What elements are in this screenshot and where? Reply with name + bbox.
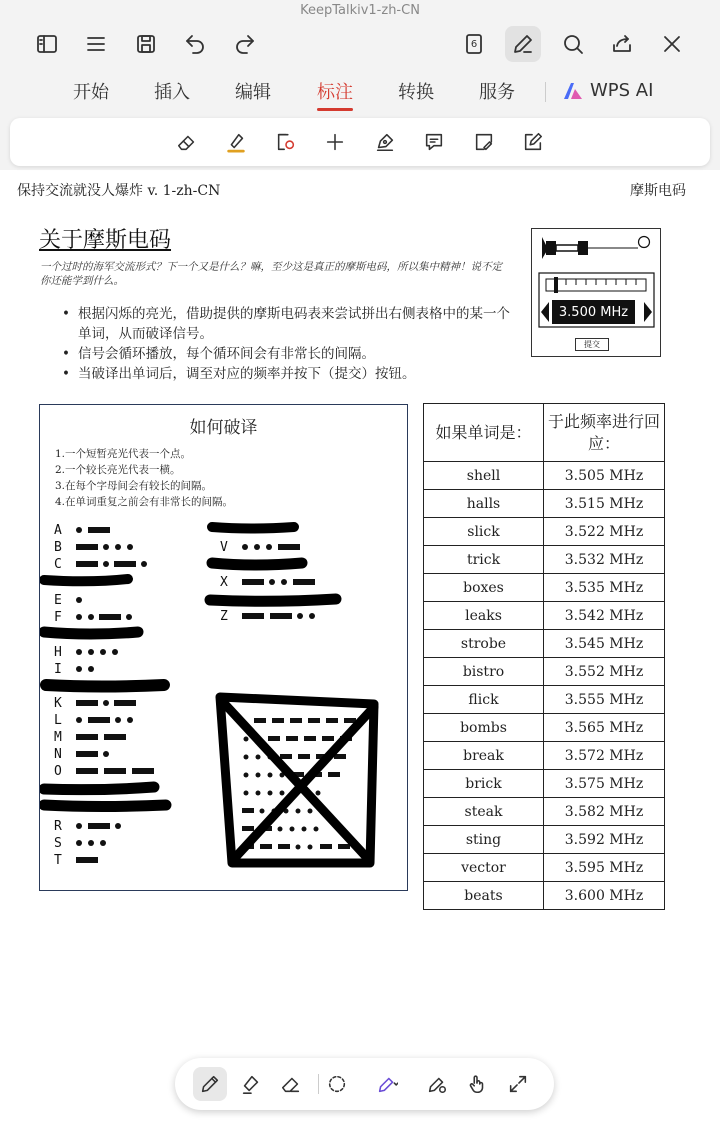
word-cell: leaks [424,602,544,630]
tab-start[interactable]: 开始 [73,82,109,103]
word-cell: bistro [424,658,544,686]
wps-ai-logo-icon [562,81,584,101]
search-icon[interactable] [555,26,591,62]
decode-rule: 3.在每个字母间会有较长的间隔。 [55,480,213,492]
morse-code-chart [40,405,409,892]
frequency-display: 3.500 MHz [552,300,635,324]
freq-cell: 3.535 MHz [544,574,665,602]
morse-letter: R [54,819,62,834]
highlighter-tool-icon[interactable] [222,128,250,156]
table-row [424,770,665,798]
table-row [424,546,665,574]
morse-letter: F [54,610,62,625]
save-icon[interactable] [128,26,164,62]
morse-letter: Z [220,609,228,624]
morse-letter: N [54,747,62,762]
freq-cell: 3.582 MHz [544,798,665,826]
morse-letter: S [54,836,62,851]
word-cell: beats [424,882,544,910]
freq-cell: 3.515 MHz [544,490,665,518]
tab-services[interactable]: 服务 [479,82,515,103]
table-row [424,742,665,770]
morse-letter: B [54,540,62,555]
page-count-badge: 6 [470,38,478,50]
intro-text: 一个过时的海军交流形式？下一个又是什么？嘛，至少这是真正的摩斯电码，所以集中精神！说不定你还能学到什么。 [40,261,502,287]
tab-wps-ai[interactable] [562,80,653,101]
morse-letter: H [54,645,62,660]
word-cell: sting [424,826,544,854]
word-cell: trick [424,546,544,574]
freq-cell: 3.505 MHz [544,462,665,490]
decode-rule: 1.一个短暂亮光代表一个点。 [55,448,192,460]
word-frequency-table [423,403,665,910]
word-cell: flick [424,686,544,714]
table-row [424,854,665,882]
frame-select-icon[interactable] [470,128,498,156]
page-count-icon[interactable] [456,26,492,62]
annotation-toolbar [10,118,710,166]
freq-cell: 3.572 MHz [544,742,665,770]
freq-cell: 3.592 MHz [544,826,665,854]
edit-note-icon[interactable] [519,128,547,156]
sidebar-toggle-icon[interactable] [29,26,65,62]
window-title: KeepTalkiv1-zh-CN [300,3,420,18]
pen-color-icon[interactable] [370,1067,404,1101]
tab-annotate[interactable]: 标注 [317,78,353,104]
freq-cell: 3.595 MHz [544,854,665,882]
undo-icon[interactable] [177,26,213,62]
tab-convert[interactable]: 转换 [398,82,434,103]
freq-cell: 3.555 MHz [544,686,665,714]
decode-instructions-box [39,404,408,891]
decode-rule: 4.在单词重复之前会有非常长的间隔。 [55,496,234,508]
close-icon[interactable] [654,26,690,62]
word-cell: strobe [424,630,544,658]
freq-cell: 3.522 MHz [544,518,665,546]
doc-header-right: 摩斯电码 [630,183,686,199]
shape-recognize-icon[interactable] [272,128,300,156]
eraser-icon[interactable] [274,1067,308,1101]
freq-cell: 3.565 MHz [544,714,665,742]
word-cell: slick [424,518,544,546]
pen-mode-icon[interactable] [505,26,541,62]
instruction-list [58,304,518,384]
menu-icon[interactable] [78,26,114,62]
table-row [424,574,665,602]
instruction-item: • 信号会循环播放，每个循环间会有非常长的间隔。 [58,344,518,364]
table-row [424,602,665,630]
redo-icon[interactable] [227,26,263,62]
table-row [424,490,665,518]
share-icon[interactable] [604,26,640,62]
table-row [424,658,665,686]
morse-letter: O [54,764,62,779]
instruction-item: • 当破译出单词后，调至对应的频率并按下（提交）按钮。 [58,364,518,384]
morse-letter: A [54,523,62,538]
table-row [424,686,665,714]
morse-letter: K [54,696,62,711]
lasso-select-icon[interactable] [320,1067,354,1101]
morse-letter: T [54,853,62,868]
doc-header-left: 保持交流就没人爆炸 v. 1-zh-CN [17,183,221,199]
word-cell: shell [424,462,544,490]
add-icon[interactable] [321,128,349,156]
tab-insert[interactable]: 插入 [154,82,190,103]
expand-icon[interactable] [501,1067,535,1101]
touch-hand-icon[interactable] [460,1067,494,1101]
morse-letter: M [54,730,62,745]
decode-rule: 2.一个较长亮光代表一横。 [55,464,181,476]
tab-edit[interactable]: 编辑 [235,82,271,103]
table-row [424,826,665,854]
table-row [424,518,665,546]
morse-letter: X [220,575,228,590]
freq-cell: 3.575 MHz [544,770,665,798]
table-row [424,882,665,910]
table-row [424,798,665,826]
highlighter-icon[interactable] [234,1067,268,1101]
word-cell: vector [424,854,544,882]
morse-letter: V [220,540,228,555]
table-row [424,630,665,658]
pen-toolbar [175,1058,554,1110]
wps-ai-label: WPS AI [590,80,654,101]
pen-settings-icon[interactable] [420,1067,454,1101]
morse-letter: I [54,662,62,677]
page-title: 关于摩斯电码 [39,228,172,253]
instruction-item: • 根据闪烁的亮光，借助提供的摩斯电码表来尝试拼出右侧表格中的某一个单词，从而破译信号。 [58,304,518,344]
morse-letter: E [54,593,62,608]
table-header-word: 如果单词是： [424,404,544,462]
decode-title: 如何破译 [189,418,258,438]
word-cell: halls [424,490,544,518]
freq-cell: 3.532 MHz [544,546,665,574]
word-cell: boxes [424,574,544,602]
word-cell: break [424,742,544,770]
table-header-frequency: 于此频率进行回应： [544,404,665,462]
morse-letter: C [54,557,62,572]
table-row [424,462,665,490]
app-toolbar-area [0,0,720,170]
freq-cell: 3.552 MHz [544,658,665,686]
ink-pen-icon[interactable] [371,128,399,156]
table-row [424,714,665,742]
eraser-tool-icon[interactable] [173,128,201,156]
word-cell: bombs [424,714,544,742]
pen-tool-icon[interactable] [193,1067,227,1101]
toolbar-divider [318,1074,319,1094]
freq-cell: 3.600 MHz [544,882,665,910]
freq-cell: 3.542 MHz [544,602,665,630]
freq-cell: 3.545 MHz [544,630,665,658]
word-cell: brick [424,770,544,798]
tab-divider [545,82,546,102]
morse-letter: L [54,713,62,728]
comment-icon[interactable] [420,128,448,156]
word-cell: steak [424,798,544,826]
table-header-row [424,404,665,462]
submit-button[interactable]: 提交 [575,338,609,351]
